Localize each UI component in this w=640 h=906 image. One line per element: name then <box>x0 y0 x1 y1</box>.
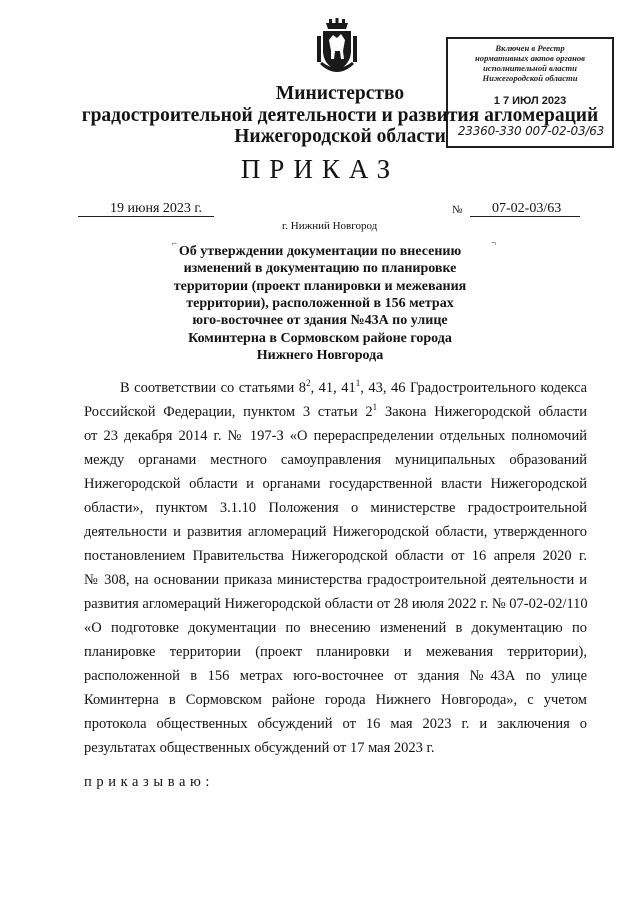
date-underline <box>78 216 214 217</box>
ministry-name-line: градостроительной деятельности и развития агломераций <box>81 105 599 126</box>
subject-line: Нижнего Новгорода <box>256 348 384 363</box>
coat-of-arms-emblem <box>314 18 360 76</box>
subject-line: юго-восточнее от здания №43А по улице <box>192 313 448 328</box>
body-line: Российской Федерации, пунктом 3 статьи $2^1$ Закона Нижегородской области <box>84 402 587 420</box>
body-line: между органами местного самоуправления муниципальных образований <box>84 452 587 468</box>
body-line: протокола общественных обсуждений от 16 мая 2023 г. и заключения о <box>84 716 587 732</box>
stamp-registration-number: 23360-330 007-02-03/63 <box>457 124 605 138</box>
order-verb: приказываю: <box>84 774 215 790</box>
number-underline <box>470 216 580 217</box>
body-line: от 23 декабря 2014 г. № 197-З «О перераспределении отдельных полномочий <box>84 428 587 444</box>
ministry-name-line: Министерство <box>275 83 405 104</box>
subject-line: Коминтерна в Сормовском районе города <box>188 331 452 346</box>
stamp-line: Включен в Реестр <box>495 43 565 53</box>
subject-line: Об утверждении документации по внесению <box>178 244 462 259</box>
city-name: г. Нижний Новгород <box>282 220 378 232</box>
subject-line: изменений в документацию по планировке <box>183 261 457 276</box>
subject-corner-left: ⌐ <box>172 238 178 248</box>
body-line: деятельности и развития агломераций Нижегородской области, утвержденного <box>84 524 587 540</box>
body-line: результатах общественных обсуждений от 17 мая 2023 г. <box>84 740 435 756</box>
stamp-date: 1 7 ИЮЛ 2023 <box>493 95 567 107</box>
subject-corner-right: ¬ <box>491 238 497 248</box>
subject-line: территории), расположенной в 156 метрах <box>186 296 454 311</box>
document-type-title: ПРИКАЗ <box>240 154 400 184</box>
body-line: В соответствии со статьями $8^2$, 41, $41^1$, 43, 46 Градостроительного кодекса <box>120 378 588 396</box>
stamp-line: Нижегородской области <box>482 73 578 83</box>
body-line: «О подготовке документации по внесению изменений в документацию по <box>84 620 587 636</box>
body-line: расположенной в 156 метрах юго-восточнее от здания №43А по улице <box>84 668 587 684</box>
stamp-line: нормативных актов органов <box>475 53 585 63</box>
stamp-line: исполнительной власти <box>483 63 577 73</box>
body-line: Нижегородской области и органами государственной власти Нижегородской <box>84 476 587 492</box>
number-sign: № <box>452 204 463 216</box>
body-line: области», пунктом 3.1.10 Положения о министерстве градостроительной <box>84 500 587 516</box>
ministry-name-line: Нижегородской области <box>234 126 446 147</box>
body-line: постановлением Правительства Нижегородской области от 16 апреля 2020 г. <box>84 548 587 564</box>
body-line: Коминтерна в Сормовском районе города Нижнего Новгорода», с учетом <box>84 692 587 708</box>
body-line: планировке территории (проект планировки и межевания территории), <box>84 644 587 660</box>
order-number: 07-02-03/63 <box>492 201 562 216</box>
body-line: № 308, на основании приказа министерства градостроительной деятельности и <box>84 572 587 588</box>
subject-line: территории (проект планировки и межевания <box>173 279 467 294</box>
body-line: развития агломераций Нижегородской области от 28 июля 2022 г. № 07-02-02/110 <box>84 596 588 612</box>
order-date: 19 июня 2023 г. <box>110 201 203 216</box>
